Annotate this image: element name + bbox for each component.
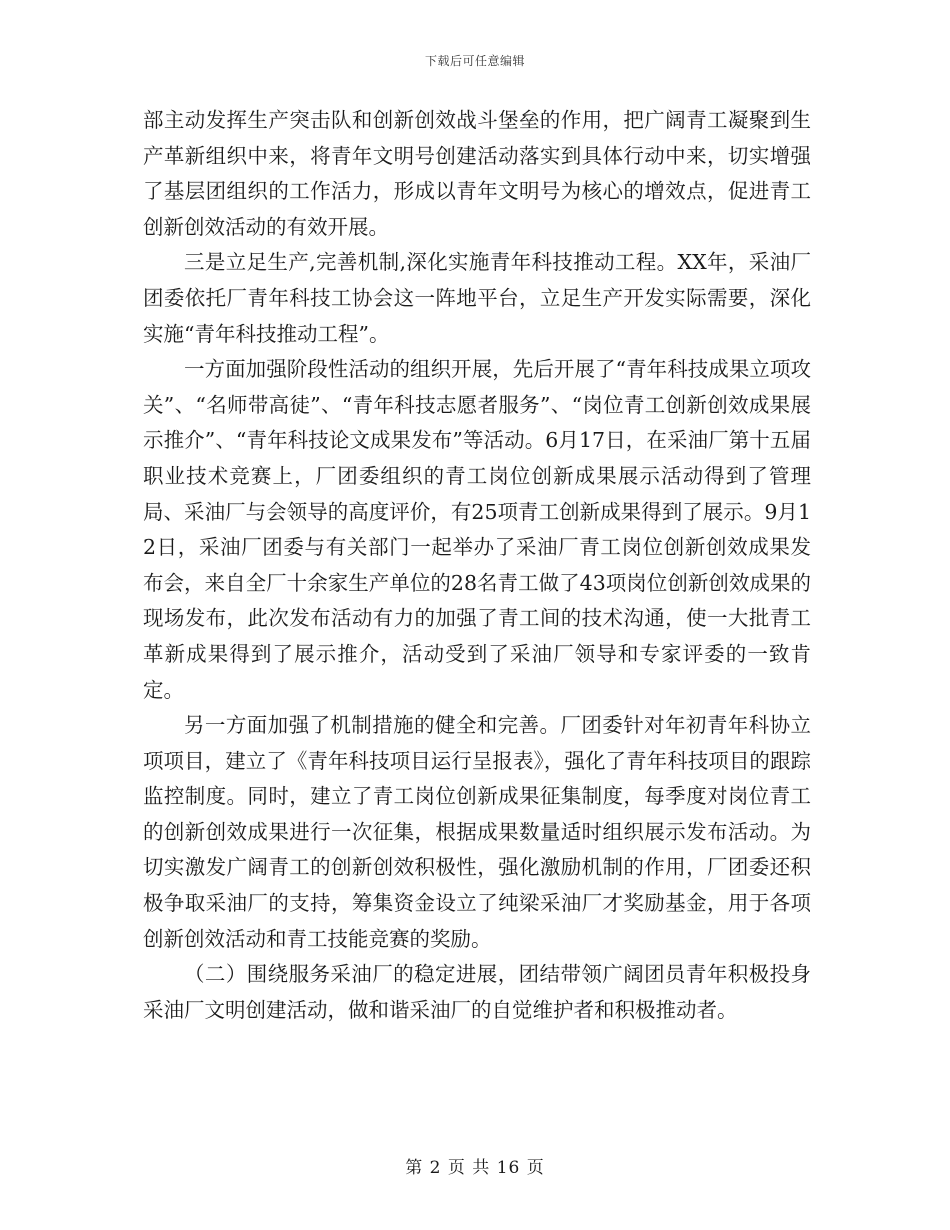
document-body [143,103,811,1028]
paragraph-2: 三是立足生产,完善机制,深化实施青年科技推动工程。XX年，采油厂团委依托厂青年科技工协会这一阵地平台，立足生产开发实际需要，深化实施“青年科技推动工程”。 [143,250,811,346]
paragraph-4: 另一方面加强了机制措施的健全和完善。厂团委针对年初青年科协立项项目，建立了《青年科技项目运行呈报表》，强化了青年科技项目的跟踪监控制度。同时，建立了青工岗位创新成果征集制度，每季度对岗位青工的创新创效成果进行一次征集，根据成果数量适时组织展示发布活动。为切实激发广阔青工的创新创效积极性，强化激励机制的作用，厂团委还积极争取采油厂的支持，筹集资金设立了纯梁采油厂才奖励基金，用于各项创新创效活动和青工技能竞赛的奖励。 [143,713,811,951]
header-note: 下载后可任意编辑 [424,54,525,68]
paragraph-3: 一方面加强阶段性活动的组织开展，先后开展了“青年科技成果立项攻关”、“名师带高徒”、“青年科技志愿者服务”、“岗位青工创新创效成果展示推介”、“青年科技论文成果发布”等活动。6月17日，在采油厂第十五届职业技术竞赛上，厂团委组织的青工岗位创新成果展示活动得到了管理局、采油厂与会领导的高度评价，有25项青工创新成果得到了展示。9月12日，采油厂团委与有关部门一起举办了采油厂青工岗位创新创效成果发布会，来自全厂十余家生产单位的28名青工做了43项岗位创新创效成果的现场发布，此次发布活动有力的加强了青工间的技术沟通，使一大批青工革新成果得到了展示推介，活动受到了采油厂领导和专家评委的一致肯定。 [143,357,811,702]
page-number: 第 2 页 共 16 页 [405,1158,545,1178]
paragraph-1: 部主动发挥生产突击队和创新创效战斗堡垒的作用，把广阔青工凝聚到生产革新组织中来，将青年文明号创建活动落实到具体行动中来，切实增强了基层团组织的工作活力，形成以青年文明号为核心的增效点，促进青工创新创效活动的有效开展。 [143,108,811,239]
paragraph-5: （二）围绕服务采油厂的稳定进展，团结带领广阔团员青年积极投身采油厂文明创建活动，做和谐采油厂的自觉维护者和积极推动者。 [143,962,811,1022]
